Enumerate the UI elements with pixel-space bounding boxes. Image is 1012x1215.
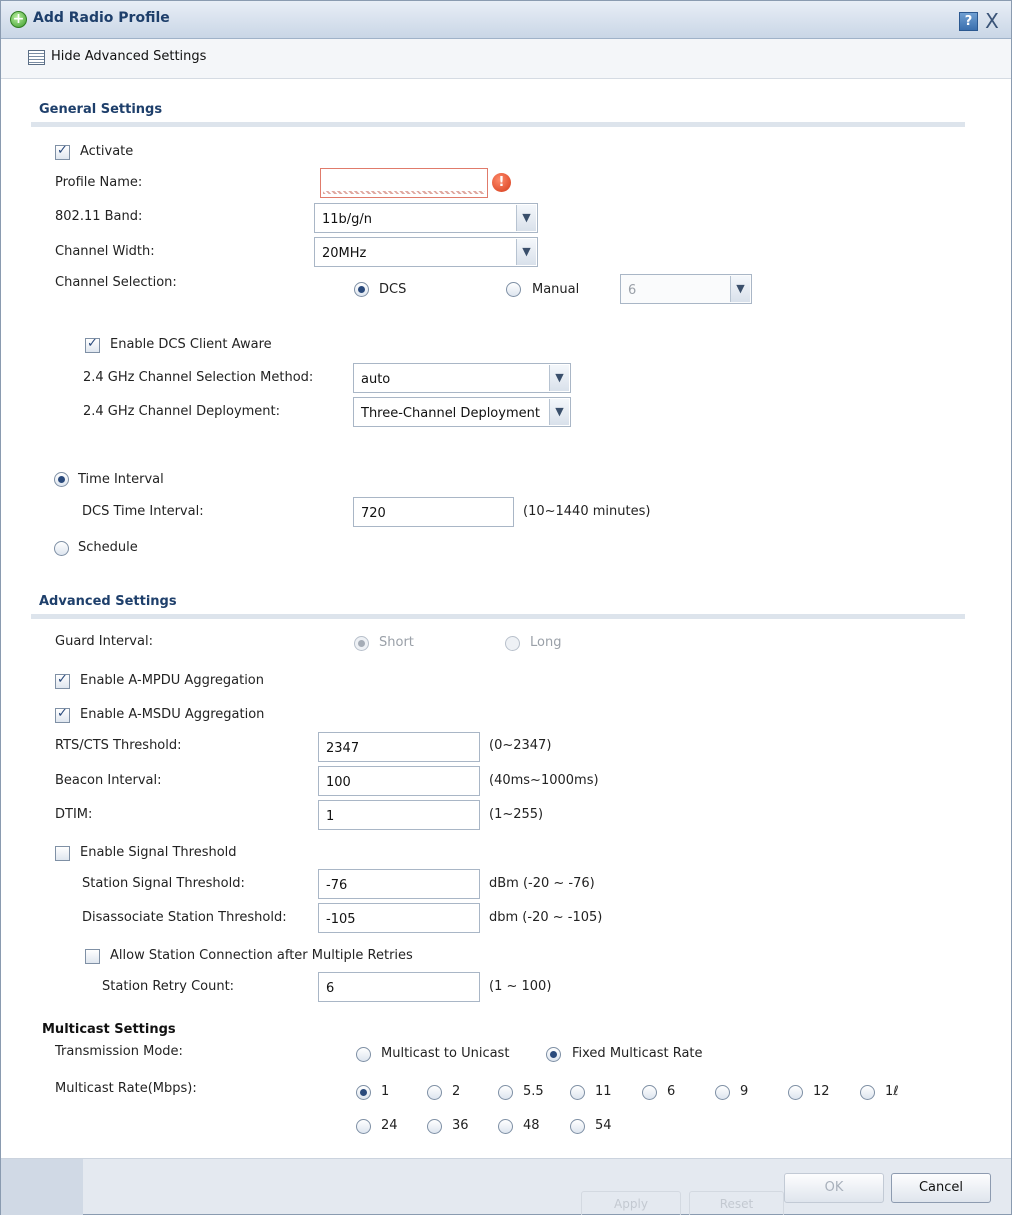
deployment-label: 2.4 GHz Channel Deployment: (83, 404, 281, 419)
chevron-down-icon[interactable]: ▼ (516, 239, 536, 265)
rate-label: 1 (381, 1084, 390, 1099)
activate-checkbox[interactable] (55, 145, 70, 160)
selection-method-value: auto (361, 372, 391, 387)
guard-short-label: Short (379, 635, 414, 650)
profile-name-input[interactable] (320, 168, 488, 198)
ampdu-checkbox[interactable] (55, 674, 70, 689)
dcs-time-interval-label: DCS Time Interval: (82, 504, 204, 519)
allow-retries-checkbox[interactable] (85, 949, 100, 964)
rate-radio-11[interactable] (570, 1085, 585, 1100)
channel-width-label: Channel Width: (55, 244, 155, 259)
manual-channel-select[interactable] (620, 274, 752, 304)
rate-label: 5.5 (523, 1084, 544, 1099)
dialog-title: Add Radio Profile (33, 10, 170, 26)
schedule-radio[interactable] (54, 541, 69, 556)
signal-threshold-label: Enable Signal Threshold (80, 845, 237, 860)
amsdu-label: Enable A-MSDU Aggregation (80, 707, 265, 722)
disassociate-label: Disassociate Station Threshold: (82, 910, 287, 925)
mode-fixed-label: Fixed Multicast Rate (572, 1046, 703, 1061)
schedule-label: Schedule (78, 540, 138, 555)
channel-selection-label: Channel Selection: (55, 275, 177, 290)
dialog-footer (1, 1158, 1011, 1214)
ok-button[interactable]: OK (784, 1173, 884, 1203)
multicast-settings-title: Multicast Settings (42, 1022, 176, 1037)
dtim-label: DTIM: (55, 807, 93, 822)
dcs-client-aware-label: Enable DCS Client Aware (110, 337, 272, 352)
guard-long-label: Long (530, 635, 562, 650)
disassociate-hint: dbm (-20 ~ -105) (489, 910, 603, 925)
error-icon: ! (492, 173, 511, 192)
rate-radio-6[interactable] (642, 1085, 657, 1100)
rts-hint: (0~2347) (489, 738, 552, 753)
toolbar (1, 39, 1011, 79)
time-interval-radio[interactable] (54, 472, 69, 487)
rate-radio-36[interactable] (427, 1119, 442, 1134)
chevron-down-icon[interactable]: ▼ (516, 205, 536, 231)
rate-radio-5.5[interactable] (498, 1085, 513, 1100)
transmission-mode-label: Transmission Mode: (55, 1044, 183, 1059)
list-icon[interactable] (28, 50, 45, 65)
rate-label: 11 (595, 1084, 612, 1099)
help-button[interactable]: ? (959, 12, 978, 31)
guard-long-radio[interactable] (505, 636, 520, 651)
allow-retries-label: Allow Station Connection after Multiple Retries (110, 948, 413, 963)
retry-count-hint: (1 ~ 100) (489, 979, 552, 994)
apply-button[interactable]: Apply (581, 1191, 681, 1215)
cancel-button[interactable]: Cancel (891, 1173, 991, 1203)
retry-count-label: Station Retry Count: (102, 979, 235, 994)
rate-label: 1ℓ (885, 1084, 899, 1099)
profile-name-label: Profile Name: (55, 175, 143, 190)
time-interval-label: Time Interval (78, 472, 164, 487)
beacon-label: Beacon Interval: (55, 773, 162, 788)
band-label: 802.11 Band: (55, 209, 143, 224)
dtim-input[interactable]: 1 (318, 800, 480, 830)
activate-label: Activate (80, 144, 134, 159)
station-signal-input[interactable]: -76 (318, 869, 480, 899)
rate-label: 24 (381, 1118, 398, 1133)
manual-label: Manual (532, 282, 580, 297)
rate-radio-1[interactable] (356, 1085, 371, 1100)
signal-threshold-checkbox[interactable] (55, 846, 70, 861)
rate-radio-2[interactable] (427, 1085, 442, 1100)
dcs-time-interval-hint: (10~1440 minutes) (523, 504, 651, 519)
mode-fixed-radio[interactable] (546, 1047, 561, 1062)
rate-label: 2 (452, 1084, 461, 1099)
section-divider (31, 614, 965, 619)
guard-short-radio[interactable] (354, 636, 369, 651)
rts-input[interactable]: 2347 (318, 732, 480, 762)
dcs-label: DCS (379, 282, 407, 297)
rate-radio-54[interactable] (570, 1119, 585, 1134)
chevron-down-icon[interactable]: ▼ (730, 276, 750, 302)
deployment-select[interactable] (353, 397, 571, 427)
advanced-settings-title: Advanced Settings (39, 594, 177, 609)
dcs-time-interval-input[interactable]: 720 (353, 497, 514, 527)
multicast-rate-label: Multicast Rate(Mbps): (55, 1081, 197, 1096)
rate-radio-9[interactable] (715, 1085, 730, 1100)
station-signal-label: Station Signal Threshold: (82, 876, 245, 891)
section-divider (31, 122, 965, 127)
ampdu-label: Enable A-MPDU Aggregation (80, 673, 264, 688)
close-button[interactable]: X (985, 9, 999, 33)
general-settings-title: General Settings (39, 102, 163, 117)
rate-label: 9 (740, 1084, 749, 1099)
reset-button[interactable]: Reset (689, 1191, 784, 1215)
deployment-value: Three-Channel Deployment (361, 406, 540, 421)
band-value: 11b/g/n (322, 212, 373, 227)
rate-label: 48 (523, 1118, 540, 1133)
dtim-hint: (1~255) (489, 807, 544, 822)
manual-radio[interactable] (506, 282, 521, 297)
rate-radio-12[interactable] (788, 1085, 803, 1100)
hide-advanced-settings-button[interactable]: Hide Advanced Settings (51, 49, 207, 64)
dcs-client-aware-checkbox[interactable] (85, 338, 100, 353)
rate-label: 36 (452, 1118, 469, 1133)
beacon-input[interactable]: 100 (318, 766, 480, 796)
rate-label: 12 (813, 1084, 830, 1099)
rate-label: 6 (667, 1084, 676, 1099)
footer-panel (1, 1159, 83, 1215)
channel-width-value: 20MHz (322, 246, 367, 261)
amsdu-checkbox[interactable] (55, 708, 70, 723)
dcs-radio[interactable] (354, 282, 369, 297)
mode-unicast-label: Multicast to Unicast (381, 1046, 510, 1061)
channel-width-select[interactable] (314, 237, 538, 267)
beacon-hint: (40ms~1000ms) (489, 773, 599, 788)
chevron-down-icon[interactable]: ▼ (549, 399, 569, 425)
selection-method-label: 2.4 GHz Channel Selection Method: (83, 370, 314, 385)
rate-radio-48[interactable] (498, 1119, 513, 1134)
chevron-down-icon[interactable]: ▼ (549, 365, 569, 391)
station-signal-hint: dBm (-20 ~ -76) (489, 876, 595, 891)
guard-interval-label: Guard Interval: (55, 634, 153, 649)
manual-channel-value: 6 (628, 283, 637, 298)
band-select[interactable] (314, 203, 538, 233)
rts-label: RTS/CTS Threshold: (55, 738, 182, 753)
rate-label: 54 (595, 1118, 612, 1133)
add-icon: + (10, 11, 27, 28)
rate-radio-18[interactable] (860, 1085, 875, 1100)
rate-radio-24[interactable] (356, 1119, 371, 1134)
retry-count-input[interactable]: 6 (318, 972, 480, 1002)
mode-unicast-radio[interactable] (356, 1047, 371, 1062)
selection-method-select[interactable] (353, 363, 571, 393)
disassociate-input[interactable]: -105 (318, 903, 480, 933)
title-bar (1, 1, 1011, 39)
